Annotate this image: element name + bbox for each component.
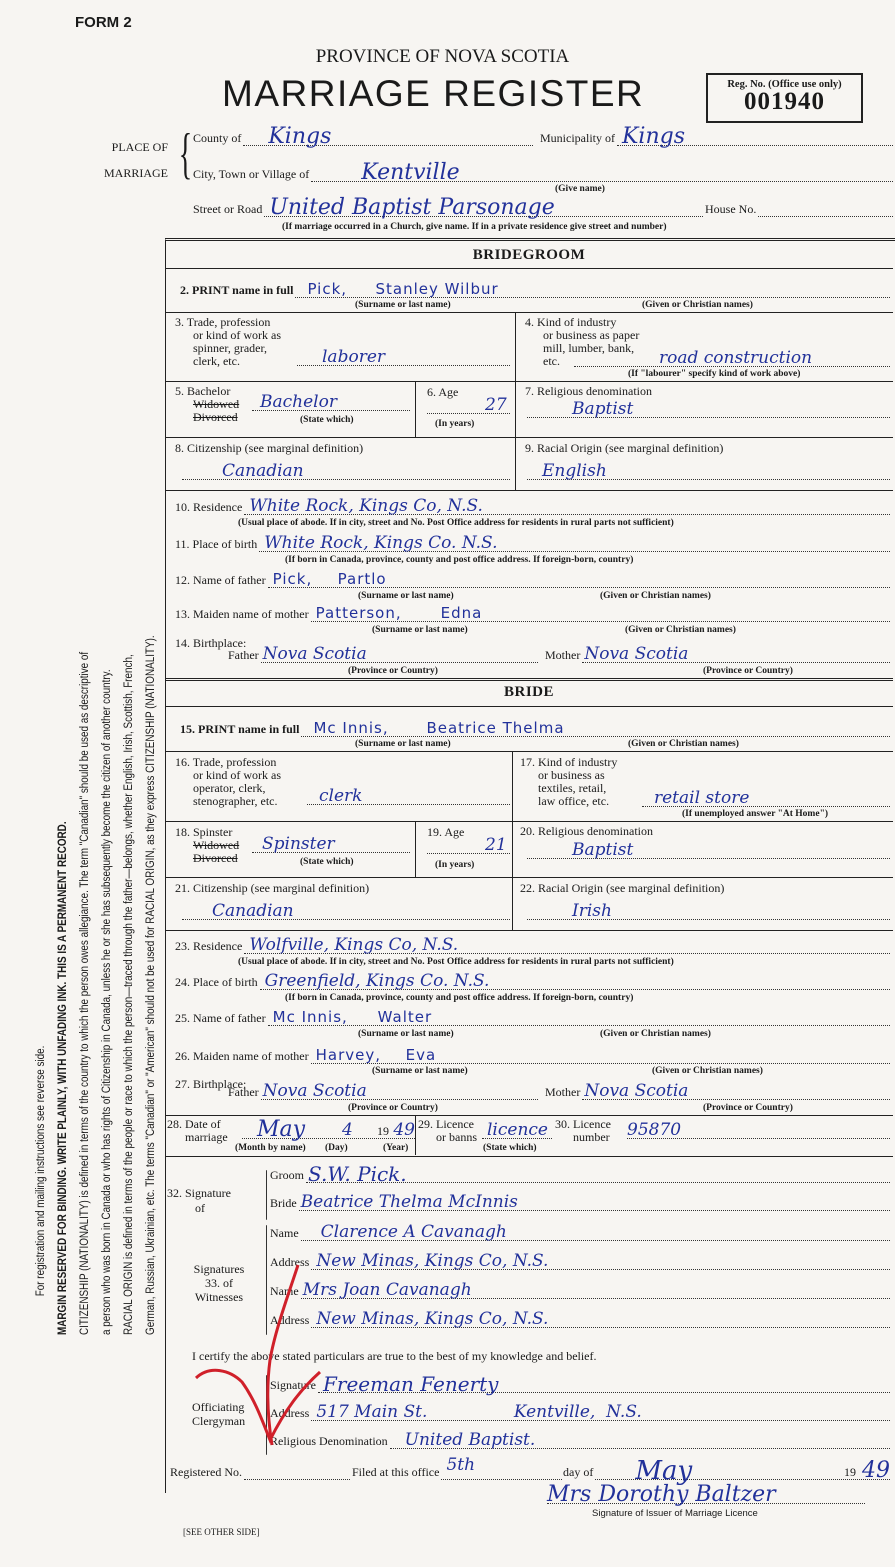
- reg-number-label: Reg. No. (Office use only): [727, 79, 842, 90]
- caption: (Province or Country): [348, 666, 438, 676]
- bride-mother-given: Eva: [405, 1046, 437, 1064]
- caption: (In years): [435, 419, 475, 429]
- field-label: Name: [270, 1226, 299, 1240]
- groom-mother-given: Edna: [440, 604, 483, 622]
- field-label: 14. Birthplace:: [175, 636, 247, 650]
- year-prefix: 19: [844, 1465, 856, 1479]
- caption: (Surname or last name): [358, 591, 454, 601]
- groom-father-birthplace: Nova Scotia: [262, 644, 367, 664]
- groom-trade-field[interactable]: [295, 347, 510, 367]
- bride-father-birthplace: Nova Scotia: [262, 1081, 367, 1101]
- bride-given-names: Beatrice Thelma: [426, 719, 565, 737]
- place-label-line: PLACE OF: [111, 140, 168, 154]
- field-label: Signature: [270, 1378, 316, 1392]
- witness1-name: Clarence A Cavanagh: [320, 1222, 507, 1242]
- clergy-denomination-field[interactable]: [270, 1430, 890, 1450]
- bride-signature-field[interactable]: [270, 1192, 890, 1212]
- caption: (If "labourer" specify kind of work above): [628, 369, 801, 379]
- county-value: Kings: [268, 124, 332, 149]
- field-label: 24. Place of birth: [175, 975, 258, 989]
- groom-status-field[interactable]: [250, 392, 410, 412]
- province-heading: PROVINCE OF NOVA SCOTIA: [315, 46, 570, 67]
- marriage-month: May: [257, 1117, 306, 1142]
- groom-name-field[interactable]: [180, 280, 890, 298]
- bride-status-label: 18. Spinster Widowed Divorced: [175, 825, 240, 865]
- groom-origin-label: 9. Racial Origin (see marginal definition): [525, 441, 724, 455]
- street-value: United Baptist Parsonage: [269, 195, 555, 220]
- bride-mother-surname: Harvey,: [315, 1046, 382, 1064]
- groom-birthplace: White Rock, Kings Co. N.S.: [264, 533, 498, 553]
- see-other-side: [SEE OTHER SIDE]: [183, 1527, 260, 1537]
- witness2-name-field[interactable]: [270, 1280, 890, 1300]
- groom-industry: road construction: [659, 348, 813, 368]
- witnesses-label: Signatures 33. of Witnesses: [193, 1262, 245, 1304]
- city-field[interactable]: [193, 160, 893, 185]
- caption: (Usual place of abode. If in city, street and No. Post Office address for residents in rural parts not sufficient): [238, 518, 674, 528]
- clergy-address-field[interactable]: [270, 1402, 890, 1422]
- groom-citizenship-field[interactable]: [180, 461, 510, 481]
- bride-religion-field[interactable]: [525, 840, 890, 860]
- brace: {: [178, 123, 193, 185]
- groom-industry-label: 4. Kind of industry or business as paper mill, lumber, bank, etc.: [525, 315, 640, 368]
- groom-religion-label: 7. Religious denomination: [525, 384, 652, 398]
- groom-signature: S.W. Pick.: [308, 1162, 407, 1186]
- groom-father-field[interactable]: [175, 570, 890, 588]
- filed-year: 49: [862, 1458, 890, 1483]
- street-field[interactable]: [193, 195, 703, 220]
- bride-industry-label: 17. Kind of industry or business as textiles, retail, law office, etc.: [520, 755, 618, 808]
- filed-day-field[interactable]: [352, 1455, 562, 1480]
- place-label: [88, 134, 168, 186]
- caption: (Province or Country): [348, 1103, 438, 1113]
- licence-number: 95870: [627, 1120, 682, 1140]
- groom-origin-field[interactable]: [525, 461, 890, 481]
- field-label: Father: [228, 1085, 259, 1099]
- house-label: House No.: [705, 202, 757, 216]
- licence-number-label: 30. Licence number: [555, 1117, 611, 1144]
- field-label: 13. Maiden name of mother: [175, 607, 309, 621]
- field-label: Name: [270, 1284, 299, 1298]
- bride-residence: Wolfville, Kings Co, N.S.: [249, 935, 459, 955]
- groom-status: Bachelor: [260, 392, 337, 412]
- reg-number: 001940: [744, 88, 825, 115]
- municipality-label: Municipality of: [540, 131, 615, 145]
- groom-birthplace-field[interactable]: [175, 533, 890, 553]
- licence-type: licence: [487, 1120, 548, 1140]
- municipality-value: Kings: [622, 124, 686, 149]
- field-label: day of: [563, 1465, 594, 1479]
- caption: (State which): [300, 415, 354, 425]
- field-label: Address: [270, 1313, 310, 1327]
- field-label: 25. Name of father: [175, 1011, 266, 1025]
- caption: (Month by name): [235, 1143, 306, 1153]
- caption: (If born in Canada, province, county and post office address. If foreign-born, country): [285, 555, 634, 565]
- margin-line: a person who was born in Canada or who has rights of Citizenship in Canada, unless he or she has subsequently become the citizen of another country.: [101, 669, 113, 1335]
- field-label: Address: [270, 1406, 310, 1420]
- bride-citizenship: Canadian: [212, 901, 294, 921]
- groom-mother-birthplace-field[interactable]: [545, 644, 890, 664]
- caption: (Surname or last name): [372, 625, 468, 635]
- bride-mother-birthplace: Nova Scotia: [584, 1081, 689, 1101]
- bride-citizenship-field[interactable]: [180, 901, 510, 921]
- field-label: 10. Residence: [175, 500, 243, 514]
- groom-status-label: 5. Bachelor Widowed Divorced: [175, 384, 240, 424]
- filed-month: May: [635, 1456, 693, 1486]
- witness1-address-field[interactable]: [270, 1251, 890, 1271]
- bride-mother-birthplace-field[interactable]: [545, 1081, 890, 1101]
- caption: (If born in Canada, province, county and post office address. If foreign-born, country): [285, 993, 634, 1003]
- caption: (State which): [483, 1143, 537, 1153]
- groom-father-surname: Pick,: [272, 570, 313, 588]
- caption: (Given or Christian names): [628, 739, 739, 749]
- witness2-address: New Minas, Kings Co, N.S.: [316, 1309, 549, 1329]
- groom-industry-field[interactable]: [572, 348, 890, 368]
- marriage-year: 49: [393, 1120, 415, 1140]
- bride-origin-field[interactable]: [525, 901, 890, 921]
- bride-name-label: 15. PRINT name in full: [180, 722, 300, 736]
- city-value: Kentville: [361, 160, 460, 185]
- bride-status: Spinster: [262, 834, 335, 854]
- bride-status-field[interactable]: [250, 834, 410, 854]
- caption: (In years): [435, 860, 475, 870]
- field-label: 23. Residence: [175, 939, 243, 953]
- groom-origin: English: [542, 461, 607, 481]
- bride-father-birthplace-field[interactable]: [228, 1081, 538, 1101]
- witness1-address: New Minas, Kings Co, N.S.: [316, 1251, 549, 1271]
- margin-line: RACIAL ORIGIN is defined in terms of the people or race to which the person—traced through the father—belongs, whether English, Irish, Scottish, French,: [123, 654, 135, 1335]
- witness1-name-field[interactable]: [270, 1222, 890, 1242]
- field-label: Mother: [545, 1085, 581, 1099]
- caption: (Surname or last name): [355, 739, 451, 749]
- witness2-address-field[interactable]: [270, 1309, 890, 1329]
- field-label: 27. Birthplace:: [175, 1077, 247, 1091]
- groom-signature-field[interactable]: [270, 1162, 890, 1186]
- marriage-date-label: 28. Date of marriage: [167, 1117, 228, 1144]
- caption: (Province or Country): [703, 666, 793, 676]
- bride-mother-field[interactable]: [175, 1046, 890, 1064]
- bride-trade: clerk: [319, 786, 363, 806]
- field-label: Address: [270, 1255, 310, 1269]
- margin-line: MARGIN RESERVED FOR BINDING. WRITE PLAINLY, WITH UNFADING INK. THIS IS A PERMANENT RECORD.: [57, 821, 69, 1335]
- groom-trade-label: 3. Trade, profession or kind of work as spinner, grader, clerk, etc.: [175, 315, 281, 368]
- groom-religion: Baptist: [572, 399, 634, 419]
- caption: (Given or Christian names): [600, 1029, 711, 1039]
- clergy-signature-field[interactable]: [270, 1372, 890, 1396]
- bride-age: 21: [485, 835, 507, 855]
- street-note: (If marriage occurred in a Church, give name. If in a private residence give street and number): [282, 222, 667, 232]
- margin-line: CITIZENSHIP (NATIONALITY) is defined in terms of the country to which the person owes allegiance. The term "Canadian" should be used as descriptive of: [79, 651, 91, 1335]
- street-label: Street or Road: [193, 202, 263, 216]
- field-label: Registered No.: [170, 1465, 242, 1479]
- section-bride: BRIDE: [503, 684, 554, 700]
- bride-signature: Beatrice Thelma McInnis: [300, 1192, 518, 1212]
- margin-line: German, Russian, Ukrainian, etc. The terms "Canadian" or "American" should not be used for RACIAL ORIGIN, as they express CITIZENSHIP (NATIONALITY).: [145, 635, 157, 1335]
- caption: (Usual place of abode. If in city, street and No. Post Office address for residents in rural parts not sufficient): [238, 957, 674, 967]
- field-label: Bride: [270, 1196, 297, 1210]
- field-label: 11. Place of birth: [175, 537, 258, 551]
- caption: (Given or Christian names): [652, 1066, 763, 1076]
- marriage-day: 4: [342, 1120, 353, 1140]
- bride-birthplace-field[interactable]: [175, 971, 890, 991]
- field-label: Groom: [270, 1168, 304, 1182]
- bride-father-surname: Mc Innis,: [272, 1008, 348, 1026]
- witness2-name: Mrs Joan Cavanagh: [302, 1280, 472, 1300]
- groom-age: 27: [485, 395, 507, 415]
- bride-trade-label: 16. Trade, profession or kind of work as operator, clerk, stenographer, etc.: [175, 755, 281, 808]
- reg-number-box: [706, 73, 863, 123]
- groom-father-given: Partlo: [337, 570, 387, 588]
- form-frame: [165, 238, 895, 1493]
- groom-father-birthplace-field[interactable]: [228, 644, 538, 664]
- bride-age-field[interactable]: [425, 835, 510, 855]
- place-label-line: MARRIAGE: [103, 166, 168, 180]
- margin-line: For registration and mailing instructions see reverse side.: [35, 1045, 47, 1297]
- municipality-field[interactable]: [540, 124, 893, 149]
- groom-mother-field[interactable]: [175, 604, 890, 622]
- licence-number-field[interactable]: [625, 1120, 890, 1140]
- groom-name-label: 2. PRINT name in full: [180, 283, 294, 297]
- bride-age-label: 19. Age: [427, 825, 465, 839]
- filed-month-field[interactable]: [563, 1456, 890, 1486]
- issuer-signature: Mrs Dorothy Baltzer: [547, 1482, 776, 1507]
- caption: (Year): [383, 1143, 409, 1153]
- clergy-signature: Freeman Fenerty: [323, 1372, 499, 1396]
- page-title: MARRIAGE REGISTER: [222, 73, 645, 114]
- field-label: 12. Name of father: [175, 573, 266, 587]
- bride-residence-field[interactable]: [175, 935, 890, 955]
- bride-father-given: Walter: [377, 1008, 433, 1026]
- bride-industry-field[interactable]: [640, 788, 890, 808]
- caption: (State which): [300, 857, 354, 867]
- groom-religion-field[interactable]: [525, 399, 890, 419]
- marriage-date-field[interactable]: [240, 1117, 415, 1142]
- county-label: County of: [193, 131, 242, 145]
- groom-age-label: 6. Age: [427, 385, 459, 399]
- caption: (Given or Christian names): [600, 591, 711, 601]
- licence-type-field[interactable]: [480, 1120, 552, 1140]
- form-label: FORM 2: [75, 14, 132, 31]
- bride-name-field[interactable]: [180, 719, 890, 737]
- filed-day: 5th: [446, 1455, 476, 1475]
- caption: (Day): [325, 1143, 348, 1153]
- groom-age-field[interactable]: [425, 395, 510, 415]
- signature-label: 32. Signature of: [167, 1186, 231, 1215]
- bride-citizenship-label: 21. Citizenship (see marginal definition): [175, 881, 370, 895]
- bride-birthplace: Greenfield, Kings Co. N.S.: [264, 971, 490, 991]
- groom-citizenship-label: 8. Citizenship (see marginal definition): [175, 441, 364, 455]
- groom-mother-birthplace: Nova Scotia: [584, 644, 689, 664]
- bride-trade-field[interactable]: [305, 786, 510, 806]
- field-label: Filed at this office: [352, 1465, 440, 1479]
- clergy-label: Officiating Clergyman: [192, 1400, 246, 1428]
- groom-trade: laborer: [322, 347, 386, 367]
- caption: (Given or Christian names): [625, 625, 736, 635]
- certify-statement: I certify the above stated particulars are true to the best of my knowledge and belief.: [192, 1349, 597, 1363]
- caption: (If unemployed answer "At Home"): [682, 809, 829, 819]
- house-field[interactable]: [705, 202, 893, 217]
- registered-no-field[interactable]: [170, 1465, 350, 1480]
- caption: (Province or Country): [703, 1103, 793, 1113]
- issuer-caption: Signature of Issuer of Marriage Licence: [592, 1508, 758, 1519]
- caption: (Given or Christian names): [642, 300, 753, 310]
- margin-instructions: [30, 235, 162, 1335]
- bride-origin-label: 22. Racial Origin (see marginal definition): [520, 881, 725, 895]
- city-label: City, Town or Village of: [193, 167, 310, 181]
- groom-surname: Pick,: [307, 280, 348, 298]
- clergy-denomination: United Baptist.: [404, 1430, 536, 1450]
- field-label: Mother: [545, 648, 581, 662]
- groom-citizenship: Canadian: [222, 461, 304, 481]
- field-label: Father: [228, 648, 259, 662]
- bride-religion-label: 20. Religious denomination: [520, 824, 653, 838]
- bride-industry: retail store: [654, 788, 750, 808]
- field-label: Religious Denomination: [270, 1434, 388, 1448]
- bride-surname: Mc Innis,: [313, 719, 389, 737]
- clergy-address: 517 Main St. Kentville, N.S.: [316, 1402, 642, 1422]
- county-field[interactable]: [193, 124, 533, 149]
- issuer-signature-field[interactable]: [545, 1482, 865, 1507]
- bride-father-field[interactable]: [175, 1008, 890, 1026]
- field-label: 26. Maiden name of mother: [175, 1049, 309, 1063]
- section-bridegroom: BRIDEGROOM: [472, 247, 586, 263]
- caption: (Surname or last name): [355, 300, 451, 310]
- groom-mother-surname: Patterson,: [315, 604, 402, 622]
- caption: (Surname or last name): [358, 1029, 454, 1039]
- groom-residence: White Rock, Kings Co, N.S.: [249, 496, 483, 516]
- groom-residence-field[interactable]: [175, 496, 890, 516]
- year-prefix: 19: [377, 1124, 389, 1138]
- licence-type-label: 29. Licence or banns: [418, 1117, 477, 1144]
- bride-origin: Irish: [572, 901, 612, 921]
- groom-given-names: Stanley Wilbur: [375, 280, 499, 298]
- bride-religion: Baptist: [572, 840, 634, 860]
- caption: (Surname or last name): [372, 1066, 468, 1076]
- give-name-caption: (Give name): [555, 184, 605, 194]
